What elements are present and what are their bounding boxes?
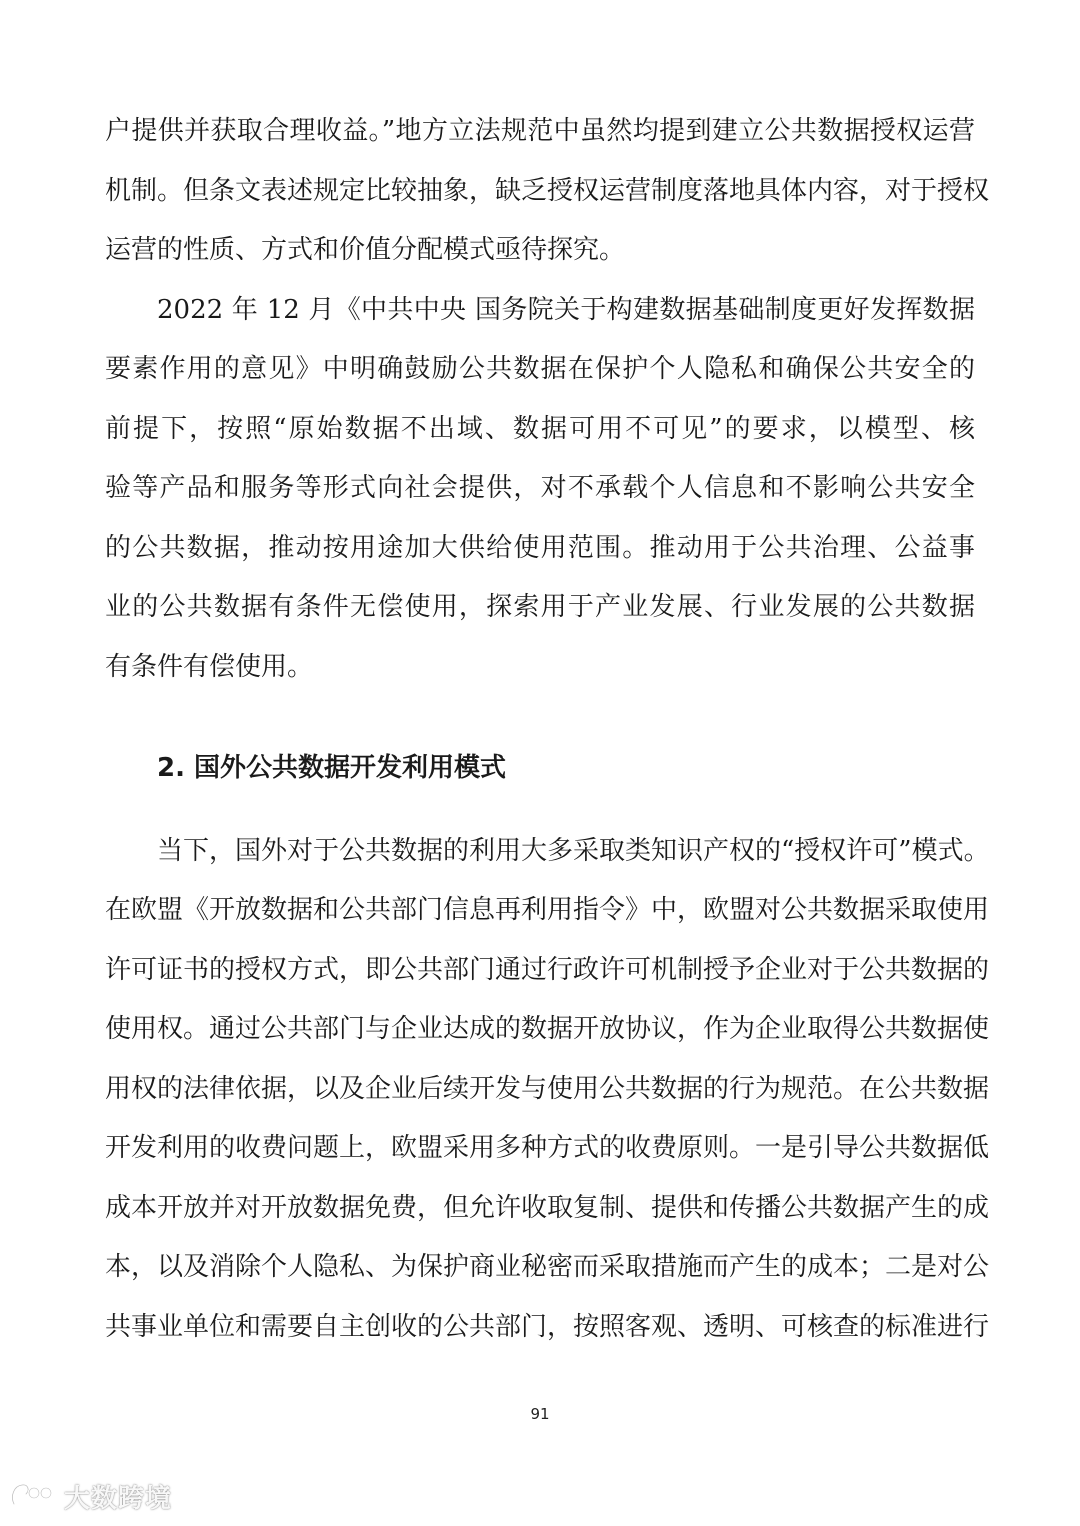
text-line: 许可证书的授权方式，即公共部门通过行政许可机制授予企业对于公共数据的: [105, 954, 990, 985]
text-line: 开发利用的收费问题上，欧盟采用多种方式的收费原则。一是引导公共数据低: [105, 1133, 990, 1163]
text-line: 成本开放并对开放数据免费，但允许收取复制、提供和传播公共数据产生的成: [105, 1192, 990, 1223]
brand-logo-icon: [8, 1480, 58, 1512]
paragraph-foreign-models: [105, 822, 990, 1358]
text-line: 的公共数据，推动按用途加大供给使用范围。推动用于公共治理、公益事: [105, 532, 975, 563]
text-line: 共事业单位和需要自主创收的公共部门，按照客观、透明、可核查的标准进行: [105, 1311, 990, 1342]
text-line: 户提供并获取合理收益。”地方立法规范中虽然均提到建立公共数据授权运营: [105, 116, 975, 146]
text-line: 使用权。通过公共部门与企业达成的数据开放协议，作为企业取得公共数据使: [105, 1014, 990, 1044]
paragraph-2022-opinion: [105, 281, 975, 698]
watermark: [8, 1474, 172, 1518]
text-line: 有条件有偿使用。: [105, 651, 314, 682]
text-line: 业的公共数据有条件无偿使用，探索用于产业发展、行业发展的公共数据: [105, 592, 975, 622]
watermark-text: 大数跨境: [64, 1483, 173, 1514]
text-line: 用权的法律依据，以及企业后续开发与使用公共数据的行为规范。在公共数据: [105, 1073, 990, 1104]
page-body: [105, 102, 990, 1357]
text-line: 验等产品和服务等形式向社会提供，对不承载个人信息和不影响公共安全: [105, 473, 975, 503]
paragraph-continuation: [105, 102, 990, 281]
text-line: 当下，国外对于公共数据的利用大多采取类知识产权的“授权许可”模式。: [157, 835, 990, 866]
text-line: 运营的性质、方式和价值分配模式亟待探究。: [105, 235, 626, 265]
text-line: 前提下，按照“原始数据不出域、数据可用不可见”的要求，以模型、核: [105, 413, 975, 444]
text-line: 2022 年 12 月《中共中央 国务院关于构建数据基础制度更好发挥数据: [157, 294, 975, 325]
section-heading: 2. 国外公共数据开发利用模式: [157, 753, 507, 783]
text-line: 在欧盟《开放数据和公共部门信息再利用指令》中，欧盟对公共数据采取使用: [105, 895, 990, 925]
text-line: 机制。但条文表述规定比较抽象，缺乏授权运营制度落地具体内容，对于授权: [105, 175, 990, 206]
text-line: 要素作用的意见》中明确鼓励公共数据在保护个人隐私和确保公共安全的: [105, 354, 975, 384]
page-number: 91: [530, 1405, 550, 1423]
text-line: 本，以及消除个人隐私、为保护商业秘密而采取措施而产生的成本；二是对公: [105, 1252, 990, 1282]
